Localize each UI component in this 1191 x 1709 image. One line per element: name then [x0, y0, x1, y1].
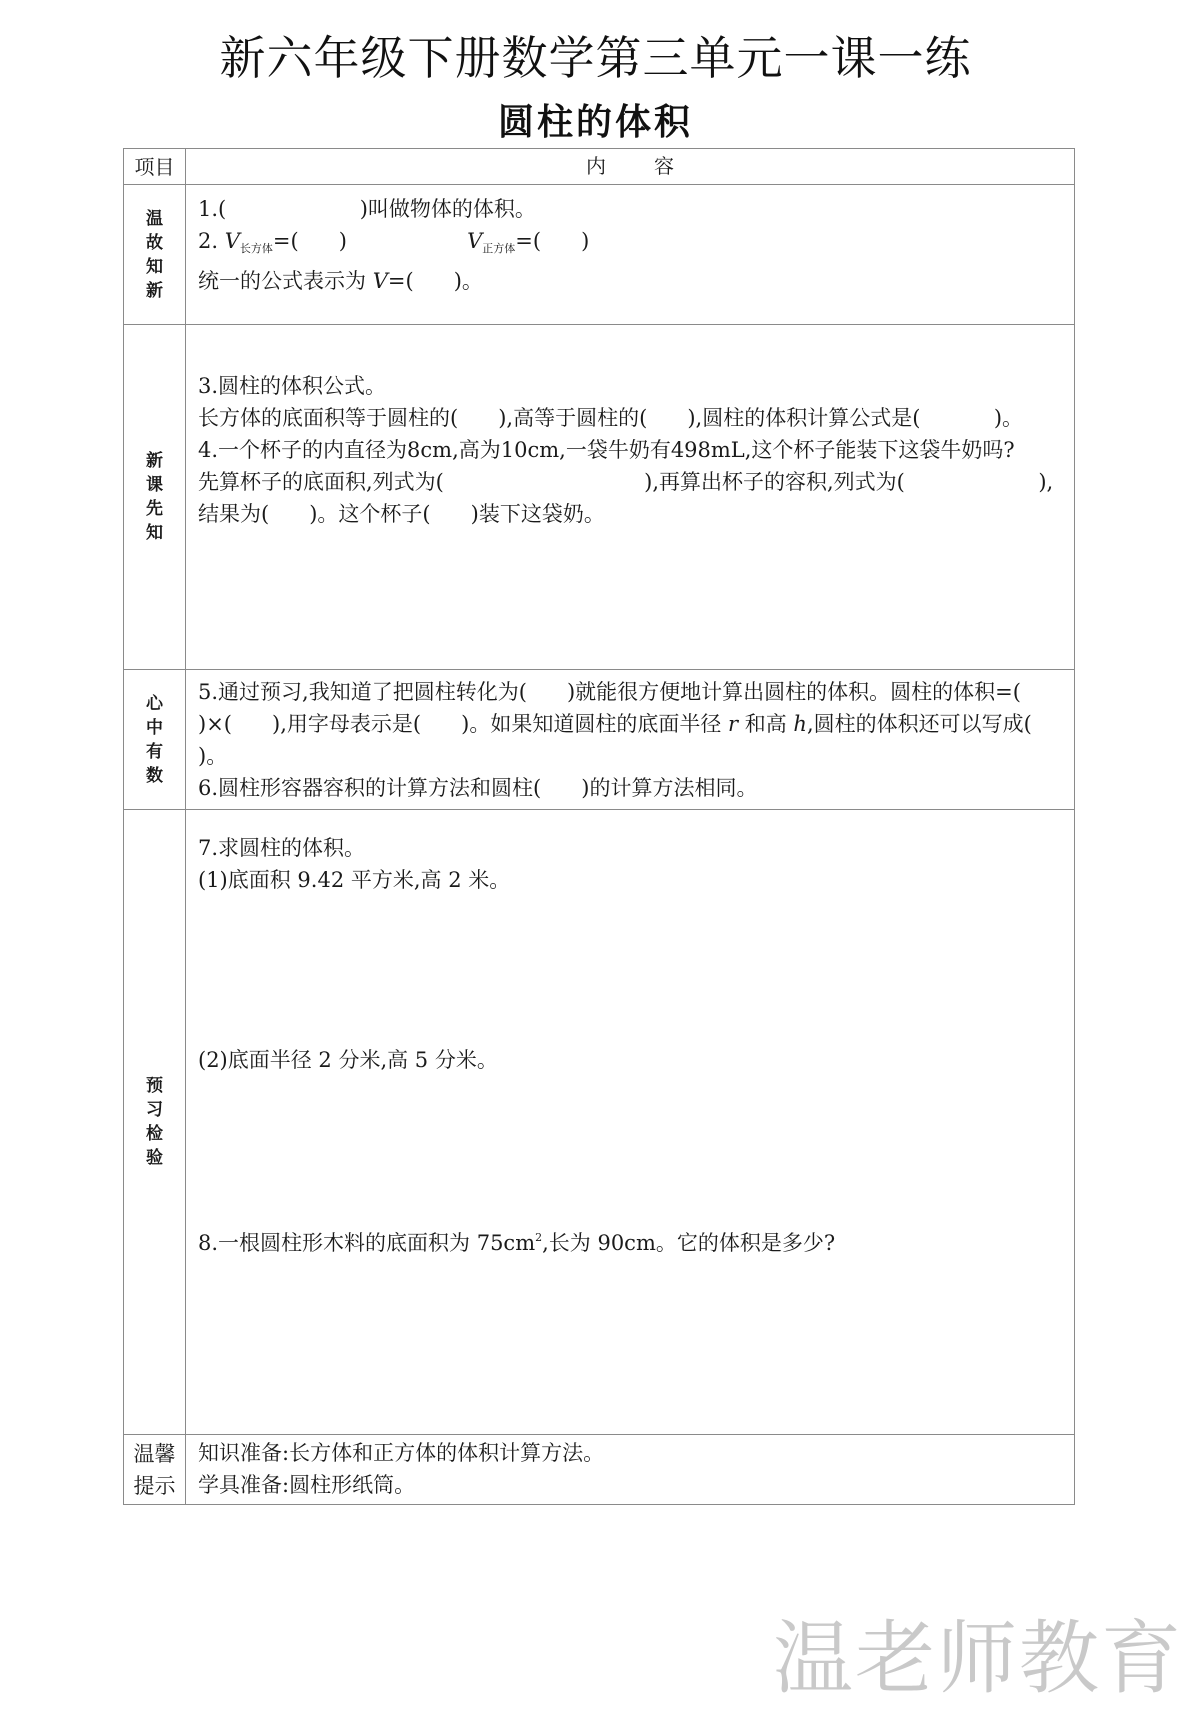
section-content-preview — [186, 325, 1075, 670]
section-content-tips — [186, 1435, 1075, 1505]
section-content-check — [186, 810, 1075, 1435]
section-label-preview: 新课先知 — [146, 451, 163, 543]
page-subtitle: 圆柱的体积 — [497, 102, 693, 143]
question-4-body: 先算杯子的底面积,列式为( ),再算出杯子的容积,列式为( ),结果为( )。这个杯子( )装下这袋奶。 — [198, 470, 1054, 526]
section-row-tips — [124, 1435, 1075, 1505]
section-row-preview — [124, 325, 1075, 670]
question-2-formula: 统一的公式表示为 V=( )。 — [198, 269, 483, 293]
section-row-review — [124, 185, 1075, 325]
question-7-part-1: (1)底面积 9.42 平方米,高 2 米。 — [198, 868, 511, 892]
question-7-part-2: (2)底面半径 2 分米,高 5 分米。 — [198, 1048, 498, 1072]
question-7-title: 7.求圆柱的体积。 — [198, 836, 366, 860]
header-col-item: 项目 — [124, 149, 186, 185]
section-label-review: 温故知新 — [146, 208, 163, 301]
section-content-mind — [186, 670, 1075, 810]
section-label-check: 预习检验 — [146, 1076, 163, 1168]
section-label-mind: 心中有数 — [146, 693, 163, 786]
question-8: 8.一根圆柱形木料的底面积为 $75cm^2$,长为 90cm。它的体积是多少? — [198, 1231, 836, 1255]
tip-knowledge: 知识准备:长方体和正方体的体积计算方法。 — [198, 1441, 605, 1465]
question-3-body: 长方体的底面积等于圆柱的( ),高等于圆柱的( ),圆柱的体积计算公式是( )。 — [198, 406, 1024, 430]
header-col-content: 内容 — [186, 149, 1075, 185]
question-5: 5.通过预习,我知道了把圆柱转化为( )就能很方便地计算出圆柱的体积。圆柱的体积=( )×( ),用字母表示是( )。如果知道圆柱的底面半径 r 和高 h,圆柱的体积还可以写成( )。 — [198, 680, 1072, 768]
section-label-tips: 温馨提示 — [133, 1441, 176, 1498]
question-4-title: 4.一个杯子的内直径为8cm,高为10cm,一袋牛奶有498mL,这个杯子能装下这袋牛奶吗? — [198, 438, 1015, 462]
worksheet-table — [123, 148, 1075, 1505]
page-title: 新六年级下册数学第三单元一课一练 — [219, 31, 972, 85]
question-6: 6.圆柱形容器容积的计算方法和圆柱( )的计算方法相同。 — [198, 776, 758, 800]
watermark-text: 温老师教育 — [773, 1612, 1183, 1705]
section-row-mind — [124, 670, 1075, 810]
tip-tools: 学具准备:圆柱形纸筒。 — [198, 1473, 416, 1497]
question-2: 2. $V_{长方体}=$( ) $V_{正方体}=$( ) — [198, 229, 590, 255]
question-1: 1.( )叫做物体的体积。 — [198, 197, 536, 221]
question-3-title: 3.圆柱的体积公式。 — [198, 374, 387, 398]
section-row-check — [124, 810, 1075, 1435]
section-content-review — [186, 185, 1075, 325]
table-header-row — [124, 149, 1075, 185]
